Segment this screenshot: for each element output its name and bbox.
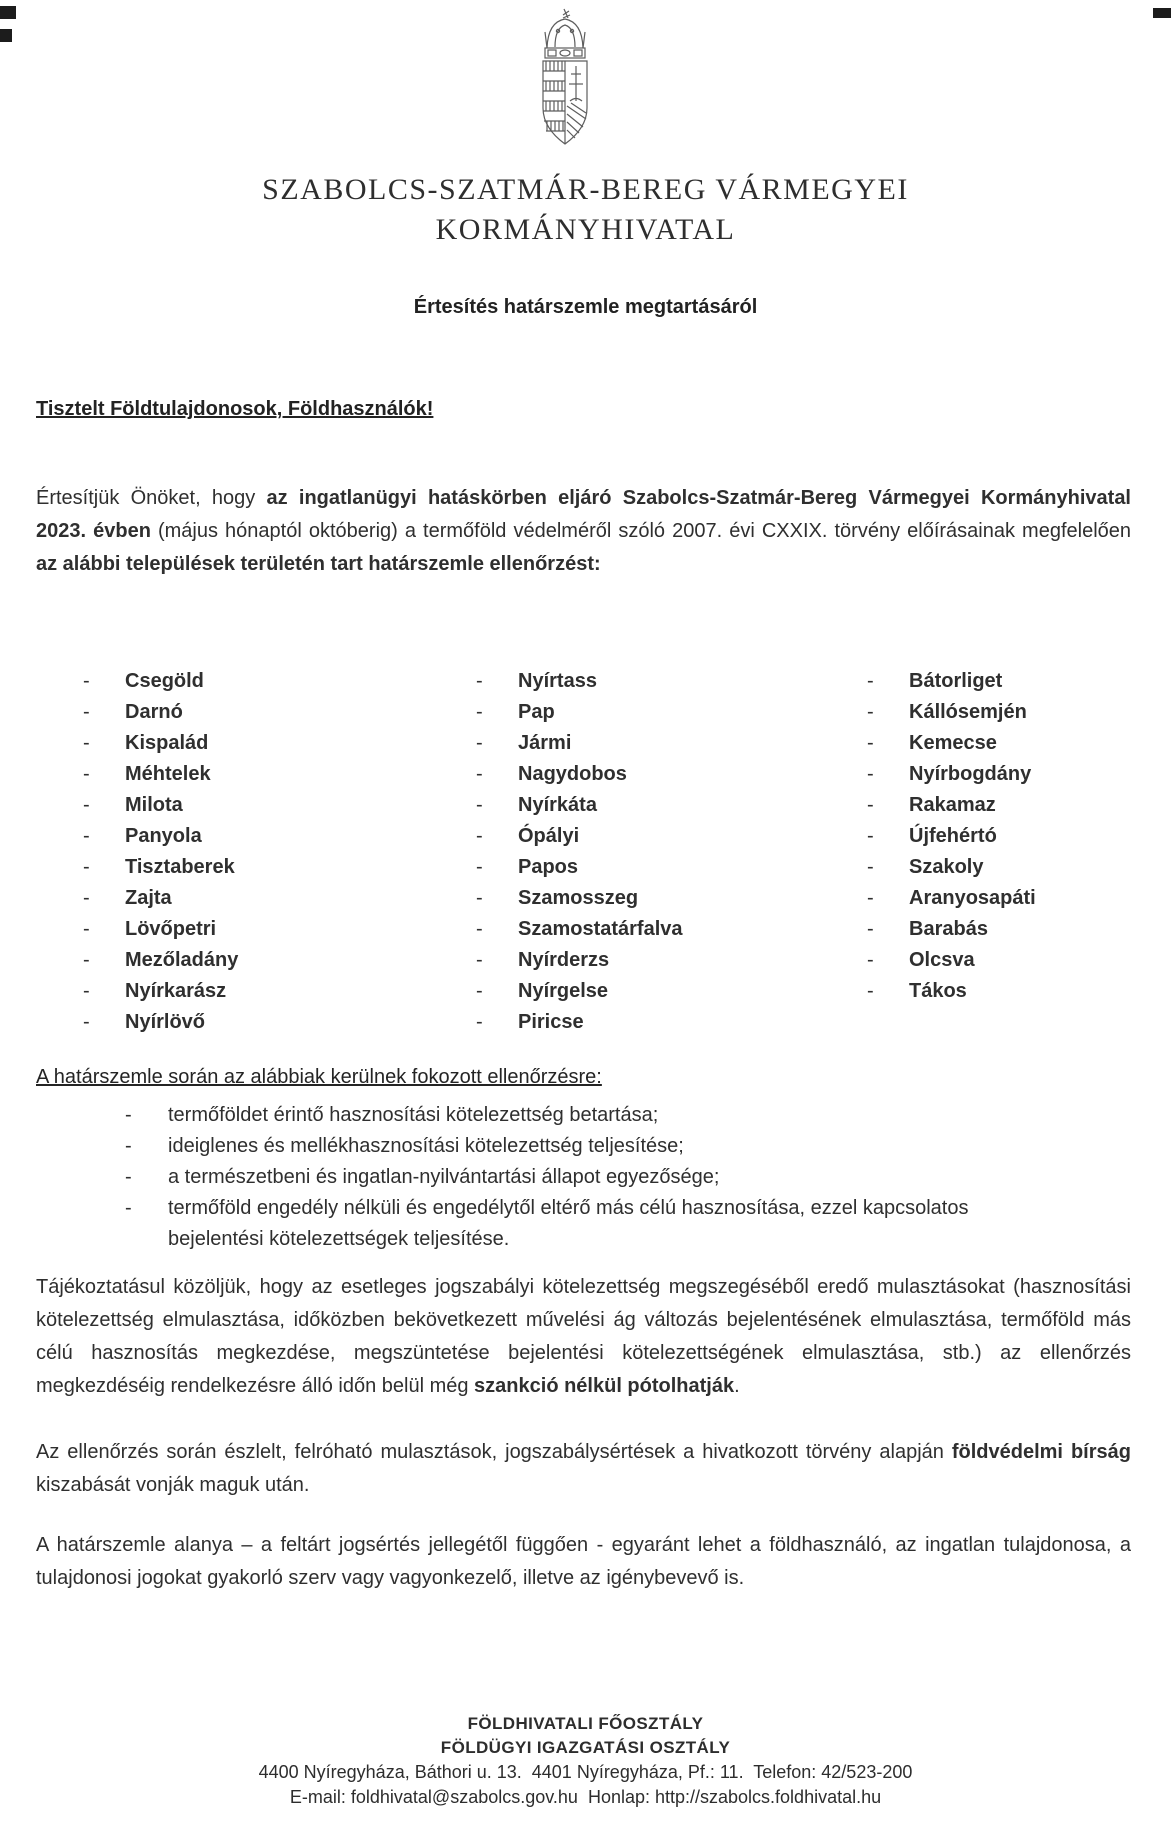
municipality-item-label: Zajta bbox=[125, 887, 172, 909]
municipality-column-3 bbox=[867, 666, 1167, 1007]
municipality-item bbox=[867, 821, 1167, 852]
dash-marker: - bbox=[83, 670, 90, 692]
municipality-item-label: Darnó bbox=[125, 701, 183, 723]
municipality-item bbox=[83, 883, 423, 914]
dash-marker: - bbox=[125, 1104, 132, 1126]
municipality-item-label: Papos bbox=[518, 856, 579, 878]
municipality-item-label: Panyola bbox=[125, 825, 202, 847]
municipality-item bbox=[476, 790, 816, 821]
municipality-item-label: Tisztaberek bbox=[125, 856, 235, 878]
dash-marker: - bbox=[125, 1135, 132, 1157]
org-name-line2: KORMÁNYHIVATAL bbox=[435, 213, 736, 246]
municipality-item-label: Csegöld bbox=[125, 670, 204, 692]
municipality-item bbox=[83, 914, 423, 945]
municipality-item-label: Lövőpetri bbox=[125, 918, 217, 940]
inspection-item-label: ideiglenes és mellékhasznosítási kötelezettség teljesítése; bbox=[168, 1135, 684, 1157]
dash-marker: - bbox=[125, 1197, 132, 1219]
dash-marker: - bbox=[867, 825, 874, 847]
municipality-item bbox=[476, 728, 816, 759]
municipality-item bbox=[476, 821, 816, 852]
municipality-item-label: Nyírtass bbox=[518, 670, 597, 692]
dash-marker: - bbox=[83, 794, 90, 816]
municipality-column-2 bbox=[476, 666, 816, 1038]
municipality-item-label: Szakoly bbox=[909, 856, 984, 878]
municipality-item-label: Nyírgelse bbox=[518, 980, 609, 1002]
dash-marker: - bbox=[476, 980, 483, 1002]
municipality-item-label: Méhtelek bbox=[125, 763, 211, 785]
municipality-item-label: Pap bbox=[518, 701, 555, 723]
text-segment: (május hónaptól októberig) a termőföld védelméről szóló 2007. évi CXXIX. törvény előírásainak megfelelően bbox=[157, 520, 1132, 542]
scan-artifact bbox=[1153, 8, 1171, 18]
inspection-item-label: termőföldet érintő hasznosítási kötelezettség betartása; bbox=[168, 1104, 659, 1126]
dash-marker: - bbox=[476, 918, 483, 940]
municipality-item bbox=[83, 945, 423, 976]
municipality-item-label: Újfehértó bbox=[909, 825, 997, 847]
dash-marker: - bbox=[867, 763, 874, 785]
text-segment: az alábbi települések területén tart határszemle ellenőrzést: bbox=[36, 553, 601, 575]
text-segment: földvédelmi bírság bbox=[951, 1441, 1131, 1463]
dash-marker: - bbox=[476, 887, 483, 909]
dash-marker: - bbox=[83, 918, 90, 940]
municipality-item bbox=[476, 1007, 816, 1038]
dash-marker: - bbox=[476, 670, 483, 692]
dash-marker: - bbox=[83, 732, 90, 754]
dash-marker: - bbox=[476, 856, 483, 878]
municipality-item bbox=[476, 976, 816, 1007]
footer bbox=[0, 1712, 1171, 1810]
hungarian-coat-of-arms-icon bbox=[533, 8, 597, 148]
dash-marker: - bbox=[476, 825, 483, 847]
municipality-item-label: Aranyosapáti bbox=[909, 887, 1036, 909]
municipality-item bbox=[867, 759, 1167, 790]
municipality-item bbox=[867, 697, 1167, 728]
inspection-item bbox=[125, 1131, 1020, 1162]
municipality-item-label: Kispalád bbox=[125, 732, 209, 754]
dash-marker: - bbox=[476, 732, 483, 754]
municipality-item bbox=[867, 728, 1167, 759]
municipality-item bbox=[83, 821, 423, 852]
municipality-item-label: Barabás bbox=[909, 918, 988, 940]
dash-marker: - bbox=[476, 794, 483, 816]
org-name-line1: SZABOLCS-SZATMÁR-BEREG VÁRMEGYEI bbox=[262, 173, 909, 206]
municipality-item bbox=[867, 790, 1167, 821]
info-paragraph bbox=[36, 1271, 1131, 1403]
salutation: Tisztelt Földtulajdonosok, Földhasználók! bbox=[36, 398, 434, 420]
dash-marker: - bbox=[83, 763, 90, 785]
municipality-item-label: Olcsva bbox=[909, 949, 975, 971]
inspection-list bbox=[125, 1100, 1020, 1255]
penalty-paragraph bbox=[36, 1436, 1131, 1502]
municipality-item-label: Nyírbogdány bbox=[909, 763, 1032, 785]
municipality-item-label: Kemecse bbox=[909, 732, 997, 754]
dash-marker: - bbox=[83, 825, 90, 847]
org-name bbox=[0, 170, 1171, 250]
dash-marker: - bbox=[476, 701, 483, 723]
municipality-item bbox=[476, 914, 816, 945]
municipality-item-label: Ópályi bbox=[518, 825, 580, 847]
municipality-item bbox=[476, 759, 816, 790]
municipality-item-label: Rakamaz bbox=[909, 794, 996, 816]
dash-marker: - bbox=[476, 763, 483, 785]
municipality-item bbox=[476, 697, 816, 728]
dash-marker: - bbox=[476, 1011, 483, 1033]
dash-marker: - bbox=[867, 887, 874, 909]
municipality-item-label: Bátorliget bbox=[909, 670, 1003, 692]
municipality-item bbox=[867, 883, 1167, 914]
municipality-item bbox=[476, 666, 816, 697]
municipality-item-label: Nyírderzs bbox=[518, 949, 610, 971]
dash-marker: - bbox=[867, 670, 874, 692]
municipality-item-label: Jármi bbox=[518, 732, 572, 754]
text-segment: szankció nélkül pótolhatják bbox=[474, 1375, 735, 1397]
municipality-item bbox=[83, 697, 423, 728]
dash-marker: - bbox=[83, 856, 90, 878]
municipality-item bbox=[867, 914, 1167, 945]
municipality-item bbox=[867, 852, 1167, 883]
municipality-item bbox=[83, 790, 423, 821]
footer-address: 4400 Nyíregyháza, Báthori u. 13. 4401 Nyíregyháza, Pf.: 11. Telefon: 42/523-200 bbox=[258, 1762, 913, 1782]
municipality-item bbox=[83, 666, 423, 697]
municipality-item-label: Piricse bbox=[518, 1011, 584, 1033]
text-segment: Az ellenőrzés során észlelt, felróható mulasztások, jogszabálysértések a hivatkozott törvény alapján bbox=[36, 1441, 952, 1463]
dash-marker: - bbox=[867, 732, 874, 754]
footer-department-1: FÖLDHIVATALI FŐOSZTÁLY bbox=[467, 1714, 704, 1733]
municipality-item-label: Tákos bbox=[909, 980, 967, 1002]
municipality-item bbox=[476, 852, 816, 883]
municipality-item-label: Nyírlövő bbox=[125, 1011, 206, 1033]
municipality-column-1 bbox=[83, 666, 423, 1038]
dash-marker: - bbox=[867, 794, 874, 816]
municipality-item-label: Szamostatárfalva bbox=[518, 918, 683, 940]
municipality-item-label: Nyírkáta bbox=[518, 794, 597, 816]
municipality-item-label: Milota bbox=[125, 794, 183, 816]
footer-contact: E-mail: foldhivatal@szabolcs.gov.hu Honlap: http://szabolcs.foldhivatal.hu bbox=[289, 1787, 882, 1807]
inspection-item bbox=[125, 1100, 1020, 1131]
municipality-item bbox=[83, 759, 423, 790]
dash-marker: - bbox=[83, 887, 90, 909]
text-segment: Értesítjük Önöket, hogy bbox=[36, 487, 267, 509]
municipality-item-label: Szamosszeg bbox=[518, 887, 639, 909]
municipality-item-label: Kállósemjén bbox=[909, 701, 1027, 723]
text-segment: az ingatlanügyi hatáskörben eljáró Szabolcs-Szatmár-Bereg Vármegyei Kormányhivatal 2023. évben bbox=[36, 487, 1131, 542]
footer-department-2: FÖLDÜGYI IGAZGATÁSI OSZTÁLY bbox=[440, 1738, 731, 1757]
municipality-item bbox=[83, 1007, 423, 1038]
dash-marker: - bbox=[867, 980, 874, 1002]
dash-marker: - bbox=[867, 918, 874, 940]
text-segment: . bbox=[734, 1375, 740, 1397]
dash-marker: - bbox=[476, 949, 483, 971]
dash-marker: - bbox=[83, 949, 90, 971]
subject-paragraph: A határszemle alanya – a feltárt jogsértés jellegétől függően - egyaránt lehet a földhasználó, az ingatlan tulajdonosa, a tulajdonosi jogokat gyakorló szerv vagy vagyonkezelő, illetve az igénybevevő is. bbox=[36, 1534, 1131, 1589]
inspection-heading: A határszemle során az alábbiak kerülnek fokozott ellenőrzésre: bbox=[36, 1066, 602, 1088]
dash-marker: - bbox=[867, 949, 874, 971]
municipality-item bbox=[83, 852, 423, 883]
municipality-item bbox=[476, 883, 816, 914]
dash-marker: - bbox=[83, 701, 90, 723]
municipality-item bbox=[83, 976, 423, 1007]
dash-marker: - bbox=[83, 1011, 90, 1033]
scan-artifact bbox=[0, 6, 16, 19]
scan-artifact bbox=[0, 29, 12, 42]
municipality-item-label: Mezőladány bbox=[125, 949, 239, 971]
municipality-item-label: Nagydobos bbox=[518, 763, 627, 785]
municipality-item bbox=[83, 728, 423, 759]
dash-marker: - bbox=[867, 701, 874, 723]
inspection-item-label: termőföld engedély nélküli és engedélytől eltérő más célú hasznosítása, ezzel kapcsolatos bejelentési kötelezettségek teljesítése. bbox=[168, 1197, 969, 1250]
municipality-item bbox=[476, 945, 816, 976]
inspection-item bbox=[125, 1162, 1020, 1193]
municipality-item bbox=[867, 945, 1167, 976]
document-title: Értesítés határszemle megtartásáról bbox=[413, 296, 758, 318]
intro-paragraph bbox=[36, 482, 1131, 581]
text-segment: kiszabását vonják maguk után. bbox=[36, 1474, 310, 1496]
text-segment: Tájékoztatásul közöljük, hogy az esetleges jogszabályi kötelezettség megszegéséből eredő mulasztásokat (hasznosítási kötelezettség elmulasztása, időközben bekövetkezett művelési ág változás bejelentésének elmulasztása, termőföld más célú hasznosítás megkezdése, megszüntetése bejelentési kötelezettségének elmulasztása, stb.) az ellenőrzés megkezdéséig rendelkezésre álló időn belül még bbox=[36, 1276, 1131, 1397]
inspection-item bbox=[125, 1193, 1020, 1255]
dash-marker: - bbox=[83, 980, 90, 1002]
dash-marker: - bbox=[867, 856, 874, 878]
inspection-item-label: a természetbeni és ingatlan-nyilvántartási állapot egyezősége; bbox=[168, 1166, 720, 1188]
municipality-item bbox=[867, 976, 1167, 1007]
municipality-item-label: Nyírkarász bbox=[125, 980, 227, 1002]
municipality-item bbox=[867, 666, 1167, 697]
dash-marker: - bbox=[125, 1166, 132, 1188]
